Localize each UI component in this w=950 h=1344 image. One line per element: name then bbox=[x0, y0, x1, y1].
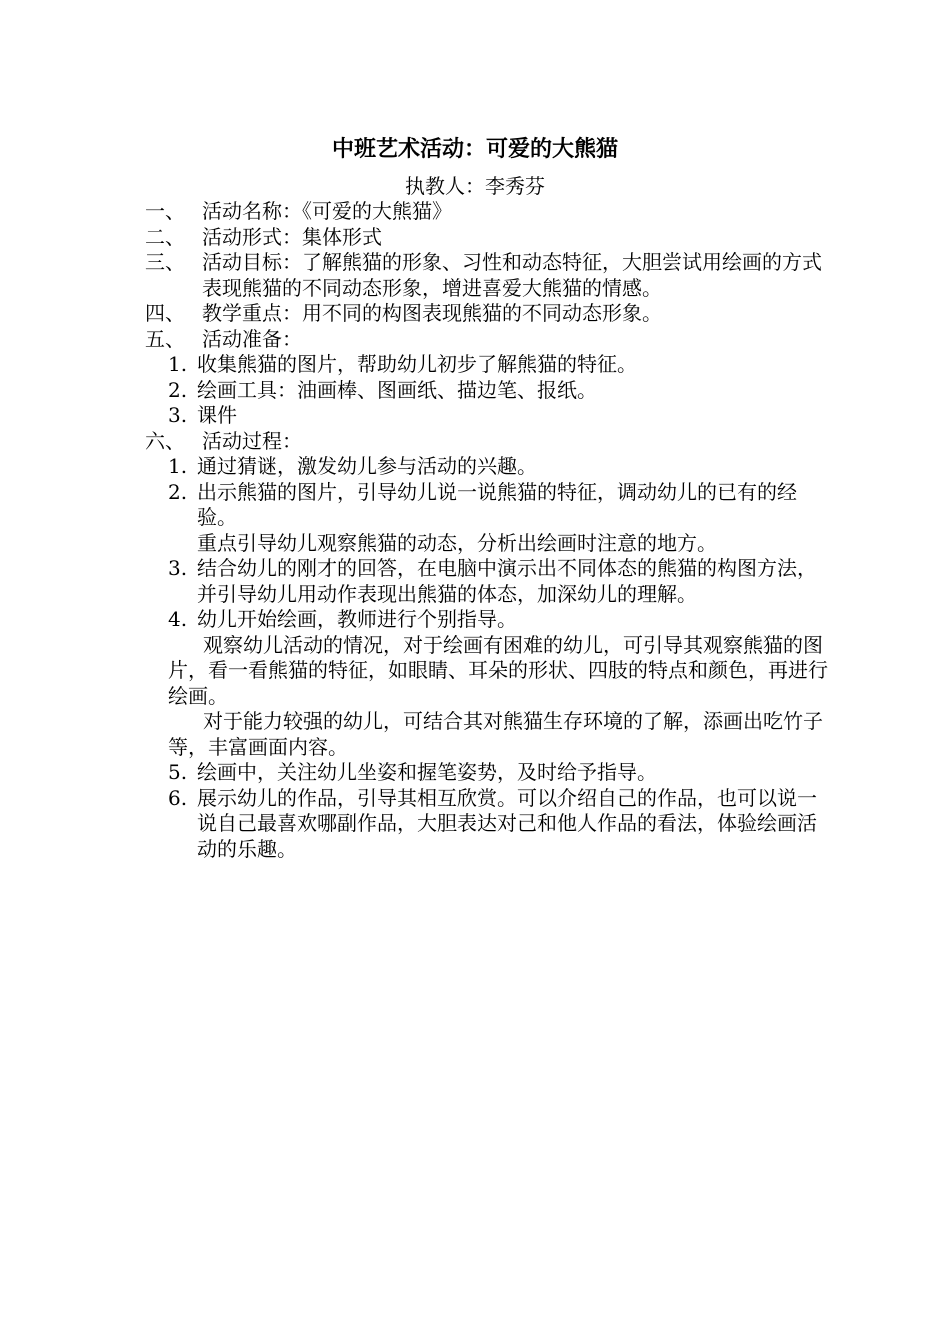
item-text: 展示幼儿的作品，引导其相互欣赏。可以介绍自己的作品，也可以说一说自己最喜欢哪副作品，大胆表达对己和他人作品的看法，体验绘画活动的乐趣。 bbox=[197, 785, 817, 861]
section-3 bbox=[145, 250, 835, 301]
process-item bbox=[145, 786, 835, 863]
section-5 bbox=[145, 327, 835, 353]
body-paragraph: 观察幼儿活动的情况，对于绘画有困难的幼儿，可引导其观察熊猫的图片，看一看熊猫的特征，如眼睛、耳朵的形状、四肢的特点和颜色，再进行绘画。 bbox=[168, 632, 828, 708]
section-6 bbox=[145, 429, 835, 455]
item-number: 4. bbox=[168, 607, 188, 631]
section-text: 活动准备： bbox=[202, 326, 302, 351]
prep-item bbox=[145, 352, 835, 378]
prep-item bbox=[145, 378, 835, 404]
item-number: 2. bbox=[168, 479, 188, 504]
item-number: 6. bbox=[168, 785, 188, 810]
item-text: 幼儿开始绘画，教师进行个别指导。 bbox=[197, 607, 517, 631]
page-title: 中班艺术活动：可爱的大熊猫 bbox=[331, 137, 618, 162]
process-item bbox=[145, 556, 835, 607]
item-text: 收集熊猫的图片，帮助幼儿初步了解熊猫的特征。 bbox=[197, 352, 637, 376]
process-item bbox=[145, 454, 835, 480]
section-text: 活动形式：集体形式 bbox=[202, 224, 382, 249]
item-number: 1. bbox=[168, 454, 188, 478]
process-item-continuation: 重点引导幼儿观察熊猫的动态，分析出绘画时注意的地方。 bbox=[197, 530, 717, 555]
body-paragraph: 对于能力较强的幼儿，可结合其对熊猫生存环境的了解，添画出吃竹子等，丰富画面内容。 bbox=[168, 709, 823, 759]
section-marker: 四、 bbox=[145, 301, 185, 325]
item-text: 绘画中，关注幼儿坐姿和握笔姿势，及时给予指导。 bbox=[197, 760, 657, 784]
item-text: 结合幼儿的刚才的回答，在电脑中演示出不同体态的熊猫的构图方法，并引导幼儿用动作表现出熊猫的体态，加深幼儿的理解。 bbox=[197, 556, 817, 606]
section-4 bbox=[145, 301, 835, 327]
section-2 bbox=[145, 225, 835, 251]
section-text: 活动过程： bbox=[202, 428, 302, 453]
section-marker: 五、 bbox=[145, 326, 185, 351]
document-body bbox=[145, 199, 835, 862]
item-number: 3. bbox=[168, 403, 188, 427]
section-marker: 二、 bbox=[145, 224, 185, 249]
item-number: 5. bbox=[168, 760, 188, 784]
process-item bbox=[145, 607, 835, 633]
process-item bbox=[145, 760, 835, 786]
section-marker: 一、 bbox=[145, 199, 185, 223]
item-number: 1. bbox=[168, 352, 188, 376]
item-text: 课件 bbox=[197, 403, 237, 427]
section-text: 活动目标：了解熊猫的形象、习性和动态特征，大胆尝试用绘画的方式表现熊猫的不同动态形象，增进喜爱大熊猫的情感。 bbox=[202, 250, 822, 300]
author-line: 执教人：李秀芬 bbox=[405, 174, 545, 198]
section-1 bbox=[145, 199, 835, 225]
section-marker: 六、 bbox=[145, 428, 185, 453]
item-number: 3. bbox=[168, 556, 188, 580]
item-text: 出示熊猫的图片，引导幼儿说一说熊猫的特征，调动幼儿的已有的经验。 bbox=[197, 479, 797, 529]
item-text: 通过猜谜，激发幼儿参与活动的兴趣。 bbox=[197, 454, 537, 478]
section-text: 教学重点：用不同的构图表现熊猫的不同动态形象。 bbox=[202, 301, 662, 325]
process-item bbox=[145, 480, 835, 531]
item-text: 绘画工具：油画棒、图画纸、描边笔、报纸。 bbox=[197, 377, 597, 402]
prep-item bbox=[145, 403, 835, 429]
section-text: 活动名称：《可爱的大熊猫》 bbox=[202, 199, 452, 223]
item-number: 2. bbox=[168, 377, 188, 402]
section-marker: 三、 bbox=[145, 250, 185, 274]
